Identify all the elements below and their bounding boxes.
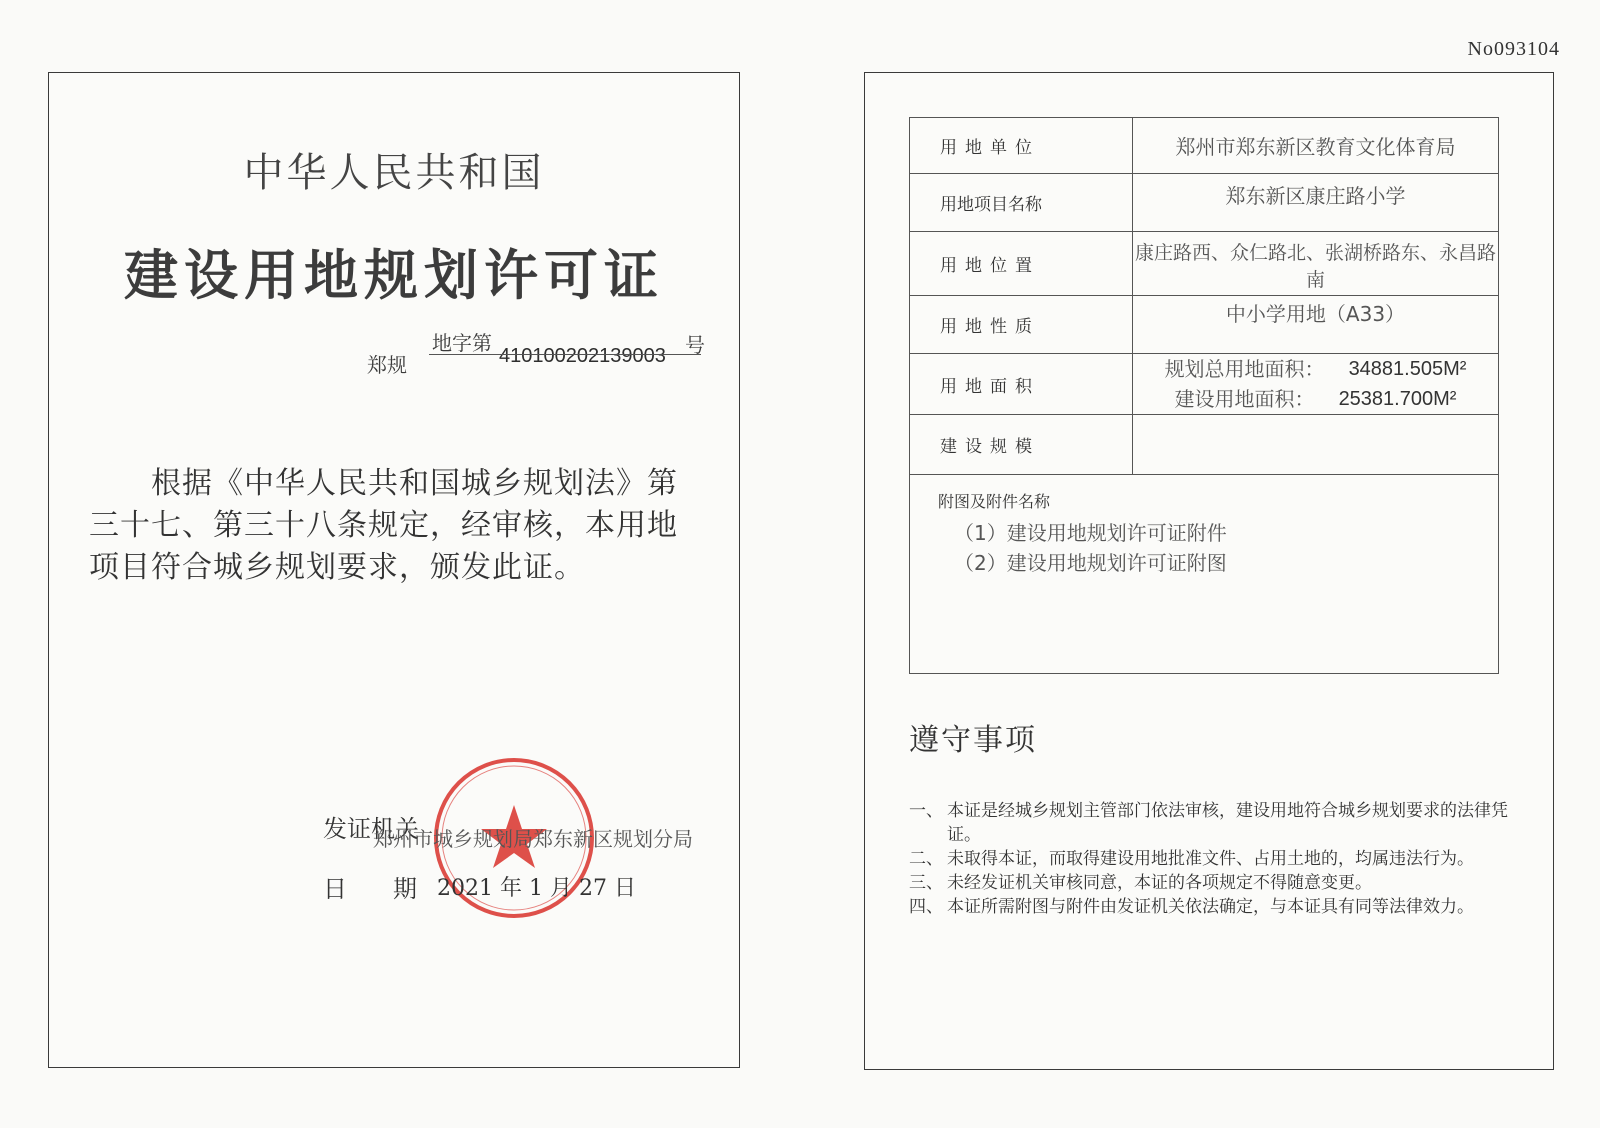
land-area-label: 用地面积 xyxy=(910,354,1133,415)
permit-details-table xyxy=(909,117,1499,674)
rule-text: 未取得本证，而取得建设用地批准文件、占用土地的，均属违法行为。 xyxy=(947,849,1474,869)
rules-list xyxy=(909,799,1509,919)
construction-area-value: 25381.700M² xyxy=(1338,388,1457,410)
table-row xyxy=(910,354,1499,415)
table-row xyxy=(910,174,1499,232)
construction-area-label: 建设用地面积： xyxy=(1174,387,1315,411)
rule-text: 本证是经城乡规划主管部门依法审核，建设用地符合城乡规划要求的法律凭证。 xyxy=(947,801,1508,845)
project-name-label: 用地项目名称 xyxy=(910,174,1133,232)
certificate-detail-page xyxy=(864,72,1554,1070)
body-line-2: 三十七、第三十八条规定，经审核，本用地 xyxy=(89,508,678,543)
rule-item xyxy=(909,895,1509,919)
total-area-label: 规划总用地面积： xyxy=(1164,357,1325,381)
table-row xyxy=(910,232,1499,296)
rule-mark: 四、 xyxy=(909,897,943,917)
table-row xyxy=(910,118,1499,174)
rule-text: 本证所需附图与附件由发证机关依法确定，与本证具有同等法律效力。 xyxy=(947,897,1474,917)
number-underline xyxy=(429,354,701,355)
construction-scale-label: 建设规模 xyxy=(910,415,1133,475)
issuer-label: 发证机关 xyxy=(323,815,419,843)
total-area-line xyxy=(1133,354,1498,384)
attachment-item: （2）建设用地规划许可证附图 xyxy=(954,551,1227,575)
certificate-title: 建设用地规划许可证 xyxy=(124,244,664,307)
total-area-value: 34881.505M² xyxy=(1348,358,1467,380)
date-label-period: 期 xyxy=(393,875,417,903)
body-line-1: 根据《中华人民共和国城乡规划法》第 xyxy=(151,466,678,501)
certificate-body xyxy=(89,463,709,589)
construction-scale-value xyxy=(1133,415,1499,475)
rules-heading: 遵守事项 xyxy=(909,723,1037,758)
land-area-value xyxy=(1133,354,1499,415)
certificate-number: 410100202139003 xyxy=(499,345,666,367)
attachments-title: 附图及附件名称 xyxy=(938,492,1051,511)
number-middle: 地字第 xyxy=(432,331,492,355)
serial-number: No093104 xyxy=(1467,38,1560,60)
location-label: 用地位置 xyxy=(910,232,1133,296)
rule-item xyxy=(909,871,1509,895)
date-label-day: 日 xyxy=(323,875,347,903)
land-nature-label: 用地性质 xyxy=(910,296,1133,354)
land-nature-value: 中小学用地（A33） xyxy=(1133,296,1499,354)
rule-item xyxy=(909,847,1509,871)
rule-item xyxy=(909,799,1509,847)
certificate-cover-page xyxy=(48,72,740,1068)
table-row xyxy=(910,475,1499,674)
issue-date: 2021 年 1 月 27 日 xyxy=(437,876,636,901)
number-suffix: 号 xyxy=(685,333,705,357)
construction-area-line xyxy=(1133,384,1498,414)
attachments-cell xyxy=(910,475,1499,674)
country-heading: 中华人民共和国 xyxy=(243,150,545,196)
issuer-name: 郑州市城乡规划局郑东新区规划分局 xyxy=(373,827,693,851)
rule-mark: 一、 xyxy=(909,801,943,821)
land-user-label: 用地单位 xyxy=(910,118,1133,174)
project-name-value: 郑东新区康庄路小学 xyxy=(1133,174,1499,232)
number-prefix: 郑规 xyxy=(367,353,407,377)
land-user-value: 郑州市郑东新区教育文化体育局 xyxy=(1133,118,1499,174)
location-value: 康庄路西、众仁路北、张湖桥路东、永昌路南 xyxy=(1133,232,1499,296)
rule-mark: 三、 xyxy=(909,873,943,893)
rule-text: 未经发证机关审核同意，本证的各项规定不得随意变更。 xyxy=(947,873,1372,893)
attachment-item: （1）建设用地规划许可证附件 xyxy=(954,521,1227,545)
table-row xyxy=(910,296,1499,354)
body-line-3: 项目符合城乡规划要求，颁发此证。 xyxy=(89,550,585,585)
table-row xyxy=(910,415,1499,475)
rule-mark: 二、 xyxy=(909,849,943,869)
